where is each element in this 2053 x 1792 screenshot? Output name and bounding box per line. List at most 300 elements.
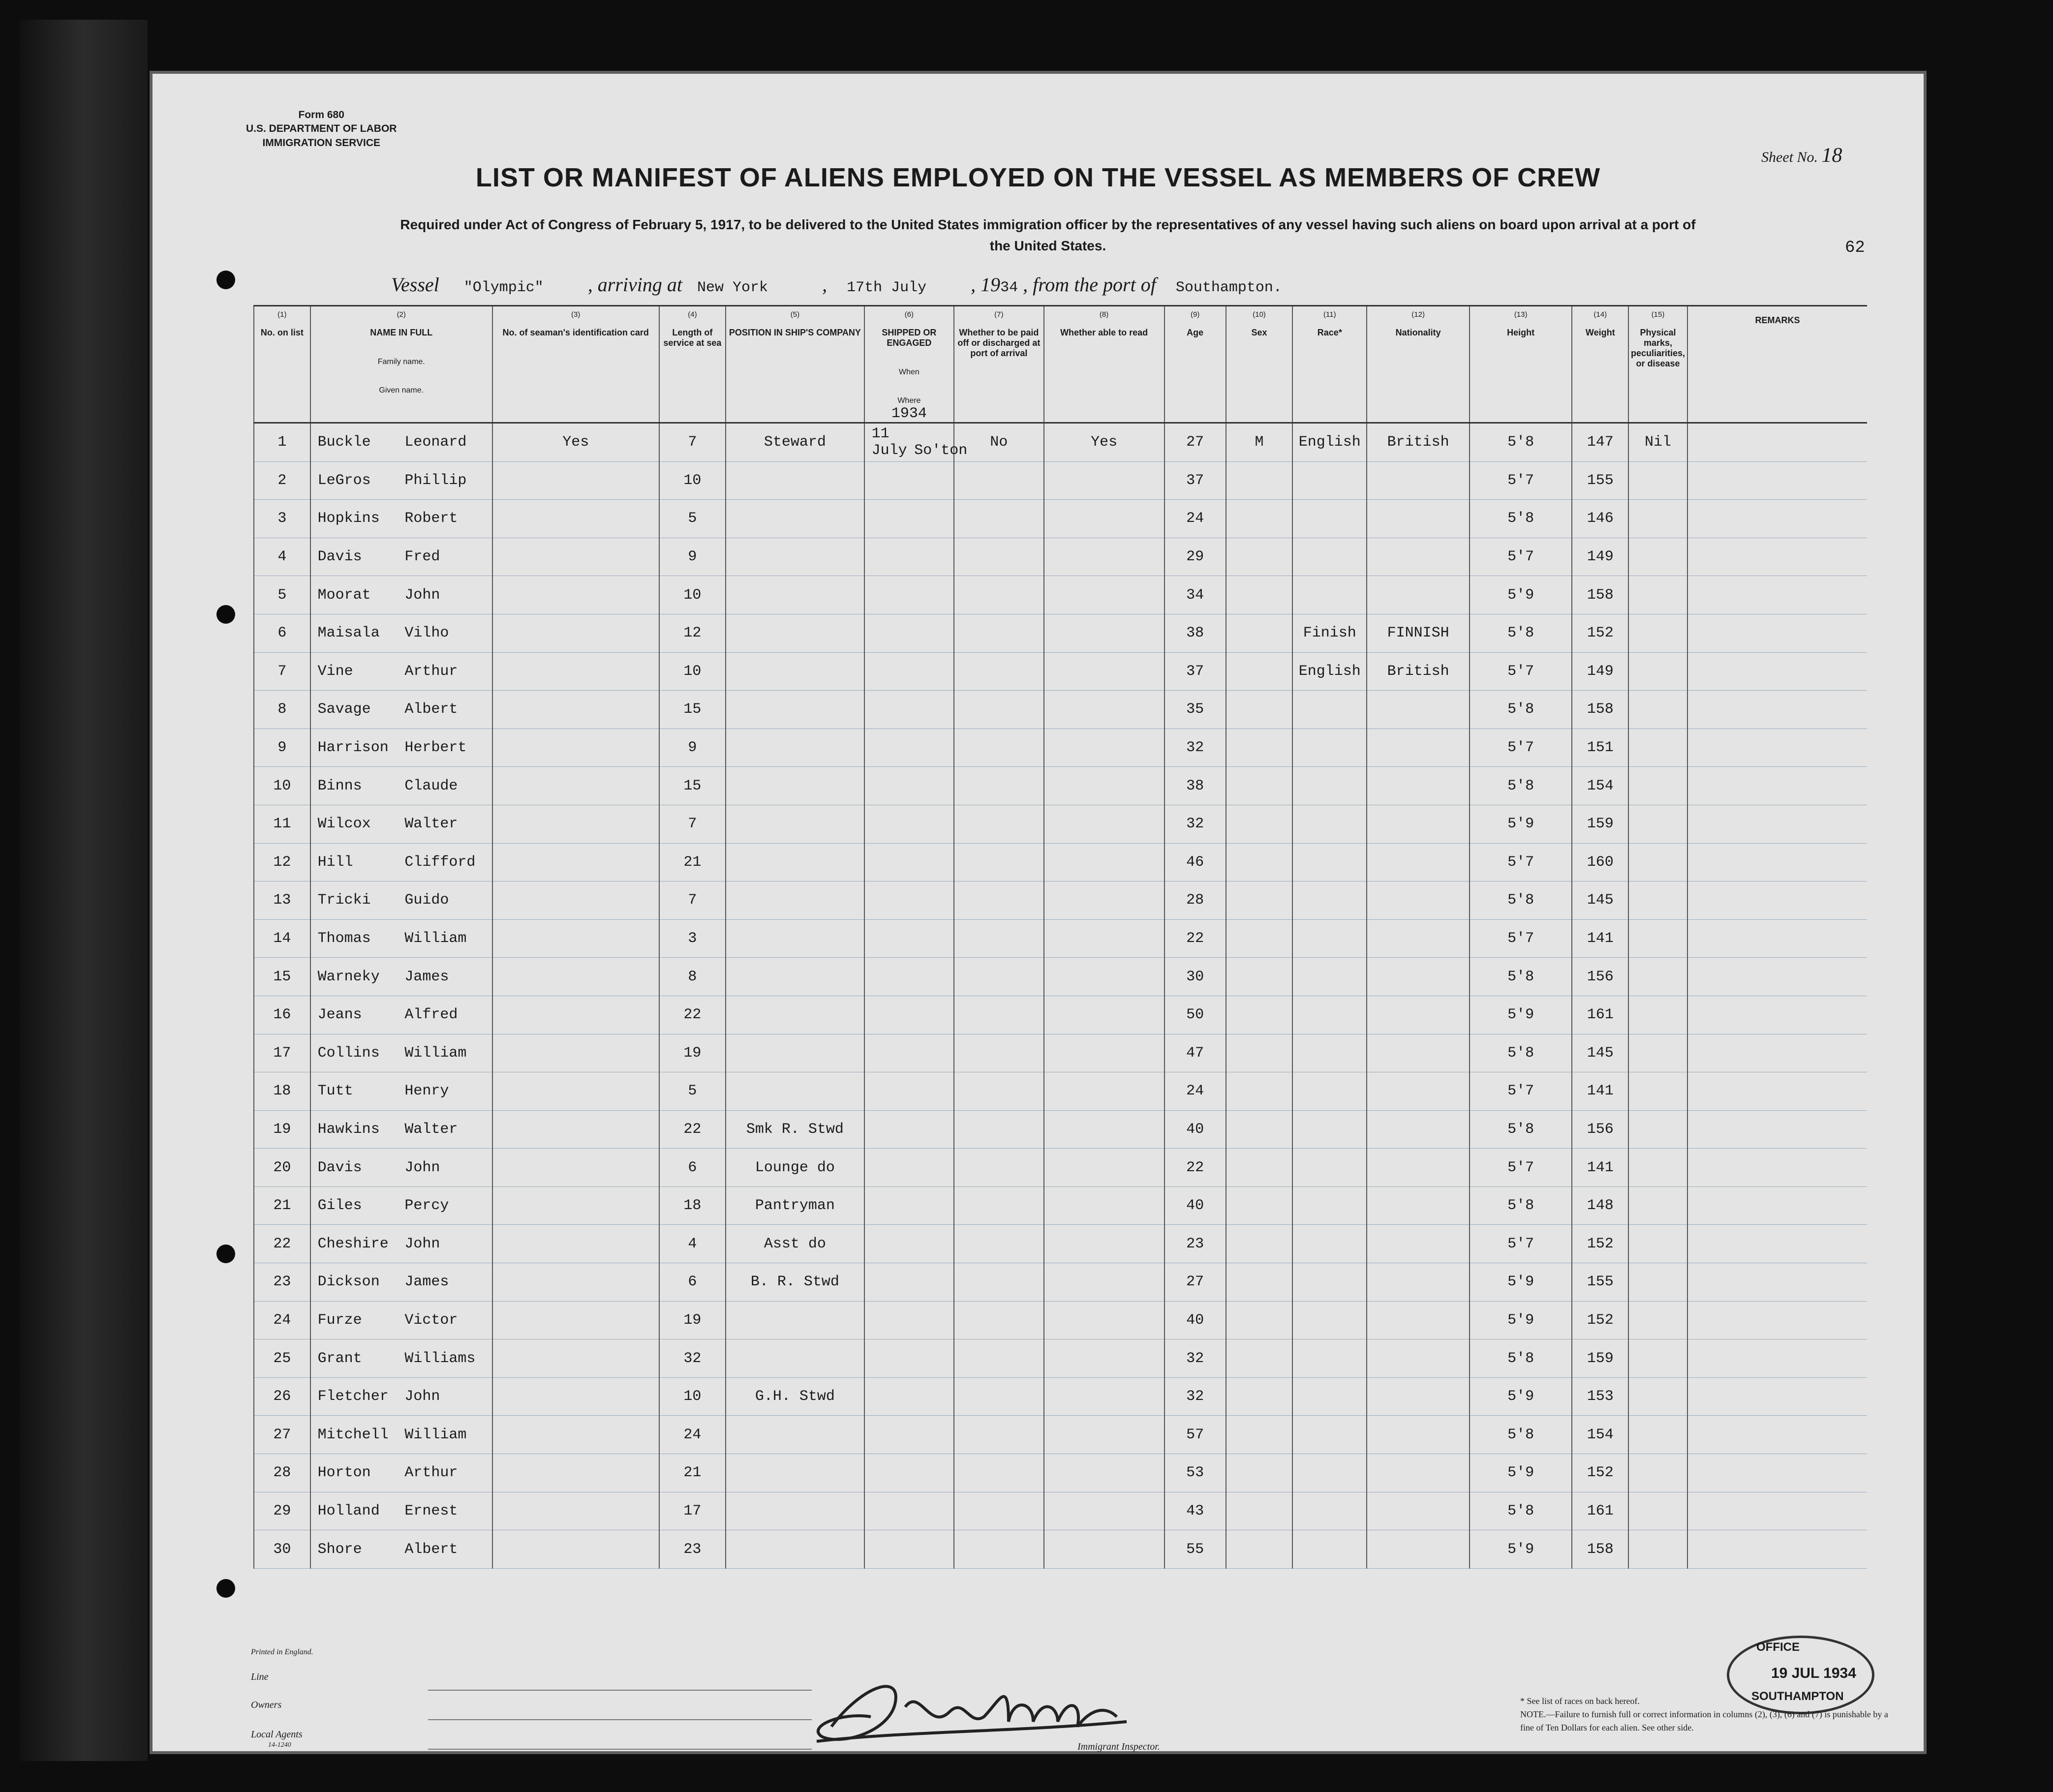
cell-age: 24 — [1164, 500, 1226, 538]
cell-read — [1044, 1301, 1164, 1339]
column-sublabel: When — [899, 368, 919, 376]
column-number: (1) — [277, 310, 287, 319]
column-header — [1164, 306, 1226, 423]
cell-given: Herbert — [404, 739, 467, 757]
cell-race — [1292, 881, 1367, 920]
cell-sex — [1226, 652, 1293, 691]
cell-position — [726, 729, 864, 767]
cell-family-given — [310, 805, 492, 843]
cell-age: 32 — [1164, 729, 1226, 767]
cell-remarks — [1687, 843, 1867, 881]
cell-position — [726, 843, 864, 881]
cell-marks — [1628, 652, 1687, 691]
manifest-page — [153, 74, 1924, 1751]
cell-family-given — [310, 996, 492, 1034]
cell-given: John — [404, 586, 440, 604]
cell-service: 9 — [659, 538, 726, 576]
cell-family-given — [310, 729, 492, 767]
cell-family: Hopkins — [317, 510, 380, 527]
cell-no: 28 — [254, 1454, 310, 1492]
table-body — [254, 423, 1867, 1569]
cell-when-where — [864, 919, 954, 958]
cell-weight: 149 — [1572, 538, 1628, 576]
cell-position — [726, 1454, 864, 1492]
cell-race — [1292, 1225, 1367, 1263]
cell-position — [726, 1034, 864, 1072]
cell-given: Fred — [404, 548, 440, 566]
cell-service: 32 — [659, 1339, 726, 1378]
cell-nationality — [1367, 1377, 1470, 1416]
cell-height: 5'8 — [1470, 1416, 1572, 1454]
cell-race — [1292, 996, 1367, 1034]
cell-age: 38 — [1164, 767, 1226, 805]
cell-age: 29 — [1164, 538, 1226, 576]
cell-card — [492, 729, 659, 767]
cell-height: 5'8 — [1470, 1034, 1572, 1072]
cell-position — [726, 500, 864, 538]
cell-remarks — [1687, 958, 1867, 996]
cell-paid_off — [954, 691, 1043, 729]
cell-sex — [1226, 1454, 1293, 1492]
cell-height: 5'9 — [1470, 1454, 1572, 1492]
table-row — [254, 1072, 1867, 1111]
cell-height: 5'9 — [1470, 1263, 1572, 1302]
cell-given: Guido — [404, 892, 449, 909]
cell-marks — [1628, 767, 1687, 805]
cell-race — [1292, 958, 1367, 996]
cell-position — [726, 538, 864, 576]
column-number: (3) — [571, 310, 581, 319]
table-row — [254, 1339, 1867, 1378]
cell-family: Maisala — [317, 625, 380, 642]
cell-nationality: British — [1367, 423, 1470, 462]
cell-position: Pantryman — [726, 1186, 864, 1225]
cell-age: 32 — [1164, 805, 1226, 843]
cell-position — [726, 614, 864, 652]
owners-rule — [428, 1719, 812, 1720]
cell-marks — [1628, 576, 1687, 614]
table-row — [254, 1263, 1867, 1302]
cell-service: 18 — [659, 1186, 726, 1225]
cell-position — [726, 919, 864, 958]
cell-paid_off — [954, 576, 1043, 614]
cell-card — [492, 767, 659, 805]
cell-nationality — [1367, 919, 1470, 958]
cell-age: 30 — [1164, 958, 1226, 996]
cell-service: 7 — [659, 423, 726, 462]
cell-age: 50 — [1164, 996, 1226, 1034]
cell-when-where — [864, 767, 954, 805]
table-row — [254, 881, 1867, 920]
cell-given: John — [404, 1388, 440, 1405]
cell-race — [1292, 1454, 1367, 1492]
cell-race — [1292, 1072, 1367, 1111]
cell-marks — [1628, 805, 1687, 843]
cell-height: 5'7 — [1470, 538, 1572, 576]
cell-nationality — [1367, 767, 1470, 805]
cell-family-given — [310, 881, 492, 920]
cell-height: 5'7 — [1470, 1149, 1572, 1187]
cell-weight: 155 — [1572, 461, 1628, 500]
cell-weight: 158 — [1572, 691, 1628, 729]
cell-race — [1292, 767, 1367, 805]
cell-card: Yes — [492, 423, 659, 462]
column-label: Nationality — [1395, 328, 1441, 337]
cell-sex — [1226, 843, 1293, 881]
cell-age: 27 — [1164, 423, 1226, 462]
cell-position — [726, 1530, 864, 1569]
cell-nationality — [1367, 500, 1470, 538]
cell-no: 7 — [254, 652, 310, 691]
cell-card — [492, 1186, 659, 1225]
cell-no: 2 — [254, 461, 310, 500]
cell-sex — [1226, 881, 1293, 920]
cell-paid_off — [954, 843, 1043, 881]
cell-family-given — [310, 1186, 492, 1225]
cell-paid_off — [954, 1225, 1043, 1263]
column-sublabel: Where — [897, 396, 921, 405]
cell-given: Leonard — [404, 434, 467, 451]
cell-nationality — [1367, 1110, 1470, 1149]
column-header — [1628, 306, 1687, 423]
cell-race — [1292, 729, 1367, 767]
cell-card — [492, 1377, 659, 1416]
shipped-year: 1934 — [891, 405, 927, 422]
cell-service: 10 — [659, 461, 726, 500]
cell-nationality — [1367, 881, 1470, 920]
cell-when-where — [864, 843, 954, 881]
cell-marks — [1628, 1149, 1687, 1187]
cell-sex — [1226, 500, 1293, 538]
column-number: (7) — [994, 310, 1004, 319]
cell-family-given — [310, 1034, 492, 1072]
cell-age: 38 — [1164, 614, 1226, 652]
cell-service: 23 — [659, 1530, 726, 1569]
cell-family-given — [310, 958, 492, 996]
column-header — [1687, 306, 1867, 423]
cell-paid_off — [954, 1454, 1043, 1492]
cell-remarks — [1687, 1263, 1867, 1302]
cell-nationality — [1367, 729, 1470, 767]
cell-family: Horton — [317, 1464, 371, 1482]
column-header — [864, 306, 954, 423]
column-header — [659, 306, 726, 423]
cell-marks — [1628, 996, 1687, 1034]
cell-paid_off — [954, 652, 1043, 691]
cell-family-given — [310, 1416, 492, 1454]
cell-height: 5'9 — [1470, 1530, 1572, 1569]
cell-height: 5'8 — [1470, 691, 1572, 729]
cell-paid_off — [954, 461, 1043, 500]
cell-race — [1292, 1416, 1367, 1454]
cell-family-given — [310, 1530, 492, 1569]
cell-weight: 156 — [1572, 958, 1628, 996]
table-row — [254, 1416, 1867, 1454]
cell-remarks — [1687, 1377, 1867, 1416]
cell-race: English — [1292, 423, 1367, 462]
cell-family: Giles — [317, 1197, 362, 1215]
column-label: POSITION IN SHIP'S COMPANY — [729, 328, 861, 337]
cell-height: 5'9 — [1470, 576, 1572, 614]
page-number: 62 — [1845, 239, 1865, 257]
cell-sex — [1226, 805, 1293, 843]
cell-card — [492, 919, 659, 958]
cell-height: 5'8 — [1470, 1492, 1572, 1530]
cell-paid_off — [954, 1530, 1043, 1569]
cell-nationality — [1367, 1301, 1470, 1339]
sheet-number: Sheet No. 18 — [1761, 144, 1842, 167]
cell-family-given — [310, 1110, 492, 1149]
cell-when-where — [864, 1225, 954, 1263]
cell-age: 34 — [1164, 576, 1226, 614]
cell-no: 4 — [254, 538, 310, 576]
cell-marks — [1628, 1339, 1687, 1378]
cell-card — [492, 652, 659, 691]
punch-hole — [216, 1579, 235, 1598]
column-header — [1572, 306, 1628, 423]
cell-position — [726, 1301, 864, 1339]
cell-family: Davis — [317, 1159, 362, 1176]
cell-race — [1292, 843, 1367, 881]
cell-remarks — [1687, 1492, 1867, 1530]
cell-weight: 145 — [1572, 881, 1628, 920]
table-row — [254, 919, 1867, 958]
column-label: Physical marks, peculiarities, or disease — [1631, 328, 1685, 368]
arrival-year: 34 — [1000, 279, 1018, 296]
cell-height: 5'8 — [1470, 1339, 1572, 1378]
cell-remarks — [1687, 500, 1867, 538]
cell-position: Lounge do — [726, 1149, 864, 1187]
cell-height: 5'9 — [1470, 996, 1572, 1034]
cell-race — [1292, 1377, 1367, 1416]
cell-no: 8 — [254, 691, 310, 729]
column-number: (12) — [1411, 310, 1425, 319]
cell-age: 27 — [1164, 1263, 1226, 1302]
cell-family-given — [310, 1225, 492, 1263]
cell-given: Ernest — [404, 1502, 458, 1519]
table-row — [254, 423, 1867, 462]
cell-given: Claude — [404, 777, 458, 794]
cell-position — [726, 767, 864, 805]
table-row — [254, 958, 1867, 996]
cell-remarks — [1687, 767, 1867, 805]
cell-family: Thomas — [317, 930, 371, 947]
cell-family-given — [310, 500, 492, 538]
cell-height: 5'8 — [1470, 1186, 1572, 1225]
column-sublabel: Family name. — [377, 358, 425, 366]
cell-weight: 152 — [1572, 1225, 1628, 1263]
cell-sex — [1226, 1225, 1293, 1263]
cell-no: 10 — [254, 767, 310, 805]
cell-when-where — [864, 729, 954, 767]
cell-weight: 161 — [1572, 996, 1628, 1034]
cell-remarks — [1687, 614, 1867, 652]
cell-race: Finish — [1292, 614, 1367, 652]
cell-no: 22 — [254, 1225, 310, 1263]
cell-card — [492, 538, 659, 576]
cell-age: 28 — [1164, 881, 1226, 920]
cell-family-given — [310, 1301, 492, 1339]
cell-when-where — [864, 652, 954, 691]
cell-remarks — [1687, 1301, 1867, 1339]
column-number: (5) — [790, 310, 800, 319]
cell-remarks — [1687, 881, 1867, 920]
cell-paid_off — [954, 881, 1043, 920]
owners-label: Owners — [251, 1700, 282, 1710]
cell-position — [726, 805, 864, 843]
cell-card — [492, 881, 659, 920]
cell-weight: 154 — [1572, 767, 1628, 805]
cell-service: 6 — [659, 1263, 726, 1302]
cell-when-where — [864, 881, 954, 920]
vessel-name: "Olympic" — [463, 279, 544, 296]
cell-given: Alfred — [404, 1006, 458, 1024]
cell-when-where — [864, 1492, 954, 1530]
cell-when-where — [864, 805, 954, 843]
cell-family: Binns — [317, 777, 362, 794]
cell-card — [492, 1339, 659, 1378]
cell-sex — [1226, 1377, 1293, 1416]
cell-remarks — [1687, 423, 1867, 462]
cell-when-where — [864, 1530, 954, 1569]
cell-race — [1292, 1339, 1367, 1378]
column-number: (11) — [1323, 310, 1336, 319]
cell-read — [1044, 538, 1164, 576]
cell-remarks — [1687, 652, 1867, 691]
cell-read — [1044, 576, 1164, 614]
cell-family: Dickson — [317, 1274, 380, 1291]
cell-card — [492, 576, 659, 614]
cell-given: Albert — [404, 701, 458, 718]
cell-family-given — [310, 1454, 492, 1492]
cell-sex — [1226, 1186, 1293, 1225]
cell-remarks — [1687, 1416, 1867, 1454]
cell-remarks — [1687, 691, 1867, 729]
cell-weight: 141 — [1572, 919, 1628, 958]
column-label: Weight — [1585, 328, 1615, 337]
cell-family: Buckle — [317, 434, 371, 451]
column-label: No. of seaman's identification card — [502, 328, 649, 337]
cell-nationality — [1367, 843, 1470, 881]
table-row — [254, 1492, 1867, 1530]
cell-no: 23 — [254, 1263, 310, 1302]
cell-read — [1044, 729, 1164, 767]
cell-no: 11 — [254, 805, 310, 843]
cell-when-where — [864, 1263, 954, 1302]
cell-when-where — [864, 1416, 954, 1454]
cell-age: 57 — [1164, 1416, 1226, 1454]
cell-sex — [1226, 767, 1293, 805]
line-label: Line — [251, 1671, 269, 1682]
cell-card — [492, 691, 659, 729]
cell-given: William — [404, 1426, 467, 1443]
cell-family: Wilcox — [317, 816, 371, 833]
cell-family: Mitchell — [317, 1426, 389, 1443]
cell-height: 5'8 — [1470, 614, 1572, 652]
cell-when-where — [864, 614, 954, 652]
cell-family: Shore — [317, 1541, 362, 1558]
cell-position — [726, 1492, 864, 1530]
cell-when-where — [864, 996, 954, 1034]
cell-when-where — [864, 1377, 954, 1416]
cell-age: 24 — [1164, 1072, 1226, 1111]
cell-service: 21 — [659, 1454, 726, 1492]
cell-sex — [1226, 1492, 1293, 1530]
cell-family-given — [310, 614, 492, 652]
cell-service: 17 — [659, 1492, 726, 1530]
cell-family-given — [310, 1339, 492, 1378]
cell-nationality — [1367, 1149, 1470, 1187]
cell-position: B. R. Stwd — [726, 1263, 864, 1302]
cell-sex — [1226, 461, 1293, 500]
agents-code: 14-1240 — [268, 1741, 291, 1749]
cell-height: 5'9 — [1470, 805, 1572, 843]
cell-marks — [1628, 1377, 1687, 1416]
cell-race — [1292, 1263, 1367, 1302]
cell-given: William — [404, 1044, 467, 1062]
cell-card — [492, 805, 659, 843]
cell-family: Furze — [317, 1311, 362, 1329]
cell-no: 14 — [254, 919, 310, 958]
cell-family-given — [310, 1263, 492, 1302]
cell-weight: 148 — [1572, 1186, 1628, 1225]
cell-when-where — [864, 1072, 954, 1111]
cell-family: Tricki — [317, 892, 371, 909]
table-row — [254, 1530, 1867, 1569]
cell-height: 5'7 — [1470, 729, 1572, 767]
cell-height: 5'8 — [1470, 423, 1572, 462]
cell-race: English — [1292, 652, 1367, 691]
cell-marks — [1628, 881, 1687, 920]
cell-when-where — [864, 576, 954, 614]
cell-weight: 151 — [1572, 729, 1628, 767]
cell-nationality: British — [1367, 652, 1470, 691]
cell-weight: 153 — [1572, 1377, 1628, 1416]
page-subtitle: Required under Act of Congress of February 5, 1917, to be delivered to the United States immigration officer by the representatives of any vessel having such aliens on board upon arrival at a port of the United States. — [400, 217, 1696, 254]
column-header — [1292, 306, 1367, 423]
cell-sex — [1226, 538, 1293, 576]
cell-remarks — [1687, 729, 1867, 767]
cell-weight: 145 — [1572, 1034, 1628, 1072]
cell-card — [492, 1072, 659, 1111]
cell-remarks — [1687, 1149, 1867, 1187]
cell-service: 12 — [659, 614, 726, 652]
column-header — [954, 306, 1043, 423]
table-row — [254, 538, 1867, 576]
cell-height: 5'7 — [1470, 461, 1572, 500]
cell-sex — [1226, 1339, 1293, 1378]
cell-service: 21 — [659, 843, 726, 881]
cell-age: 23 — [1164, 1225, 1226, 1263]
table-row — [254, 652, 1867, 691]
cell-nationality — [1367, 1225, 1470, 1263]
cell-given: Walter — [404, 1121, 458, 1138]
table-row — [254, 1149, 1867, 1187]
cell-weight: 152 — [1572, 1301, 1628, 1339]
cell-remarks — [1687, 538, 1867, 576]
cell-sex: M — [1226, 423, 1293, 462]
cell-position — [726, 691, 864, 729]
cell-position — [726, 652, 864, 691]
cell-sex — [1226, 576, 1293, 614]
punch-hole — [216, 271, 235, 289]
cell-family-given — [310, 1377, 492, 1416]
cell-no: 6 — [254, 614, 310, 652]
cell-marks — [1628, 1263, 1687, 1302]
cell-no: 15 — [254, 958, 310, 996]
column-number: (10) — [1253, 310, 1266, 319]
cell-read — [1044, 1530, 1164, 1569]
